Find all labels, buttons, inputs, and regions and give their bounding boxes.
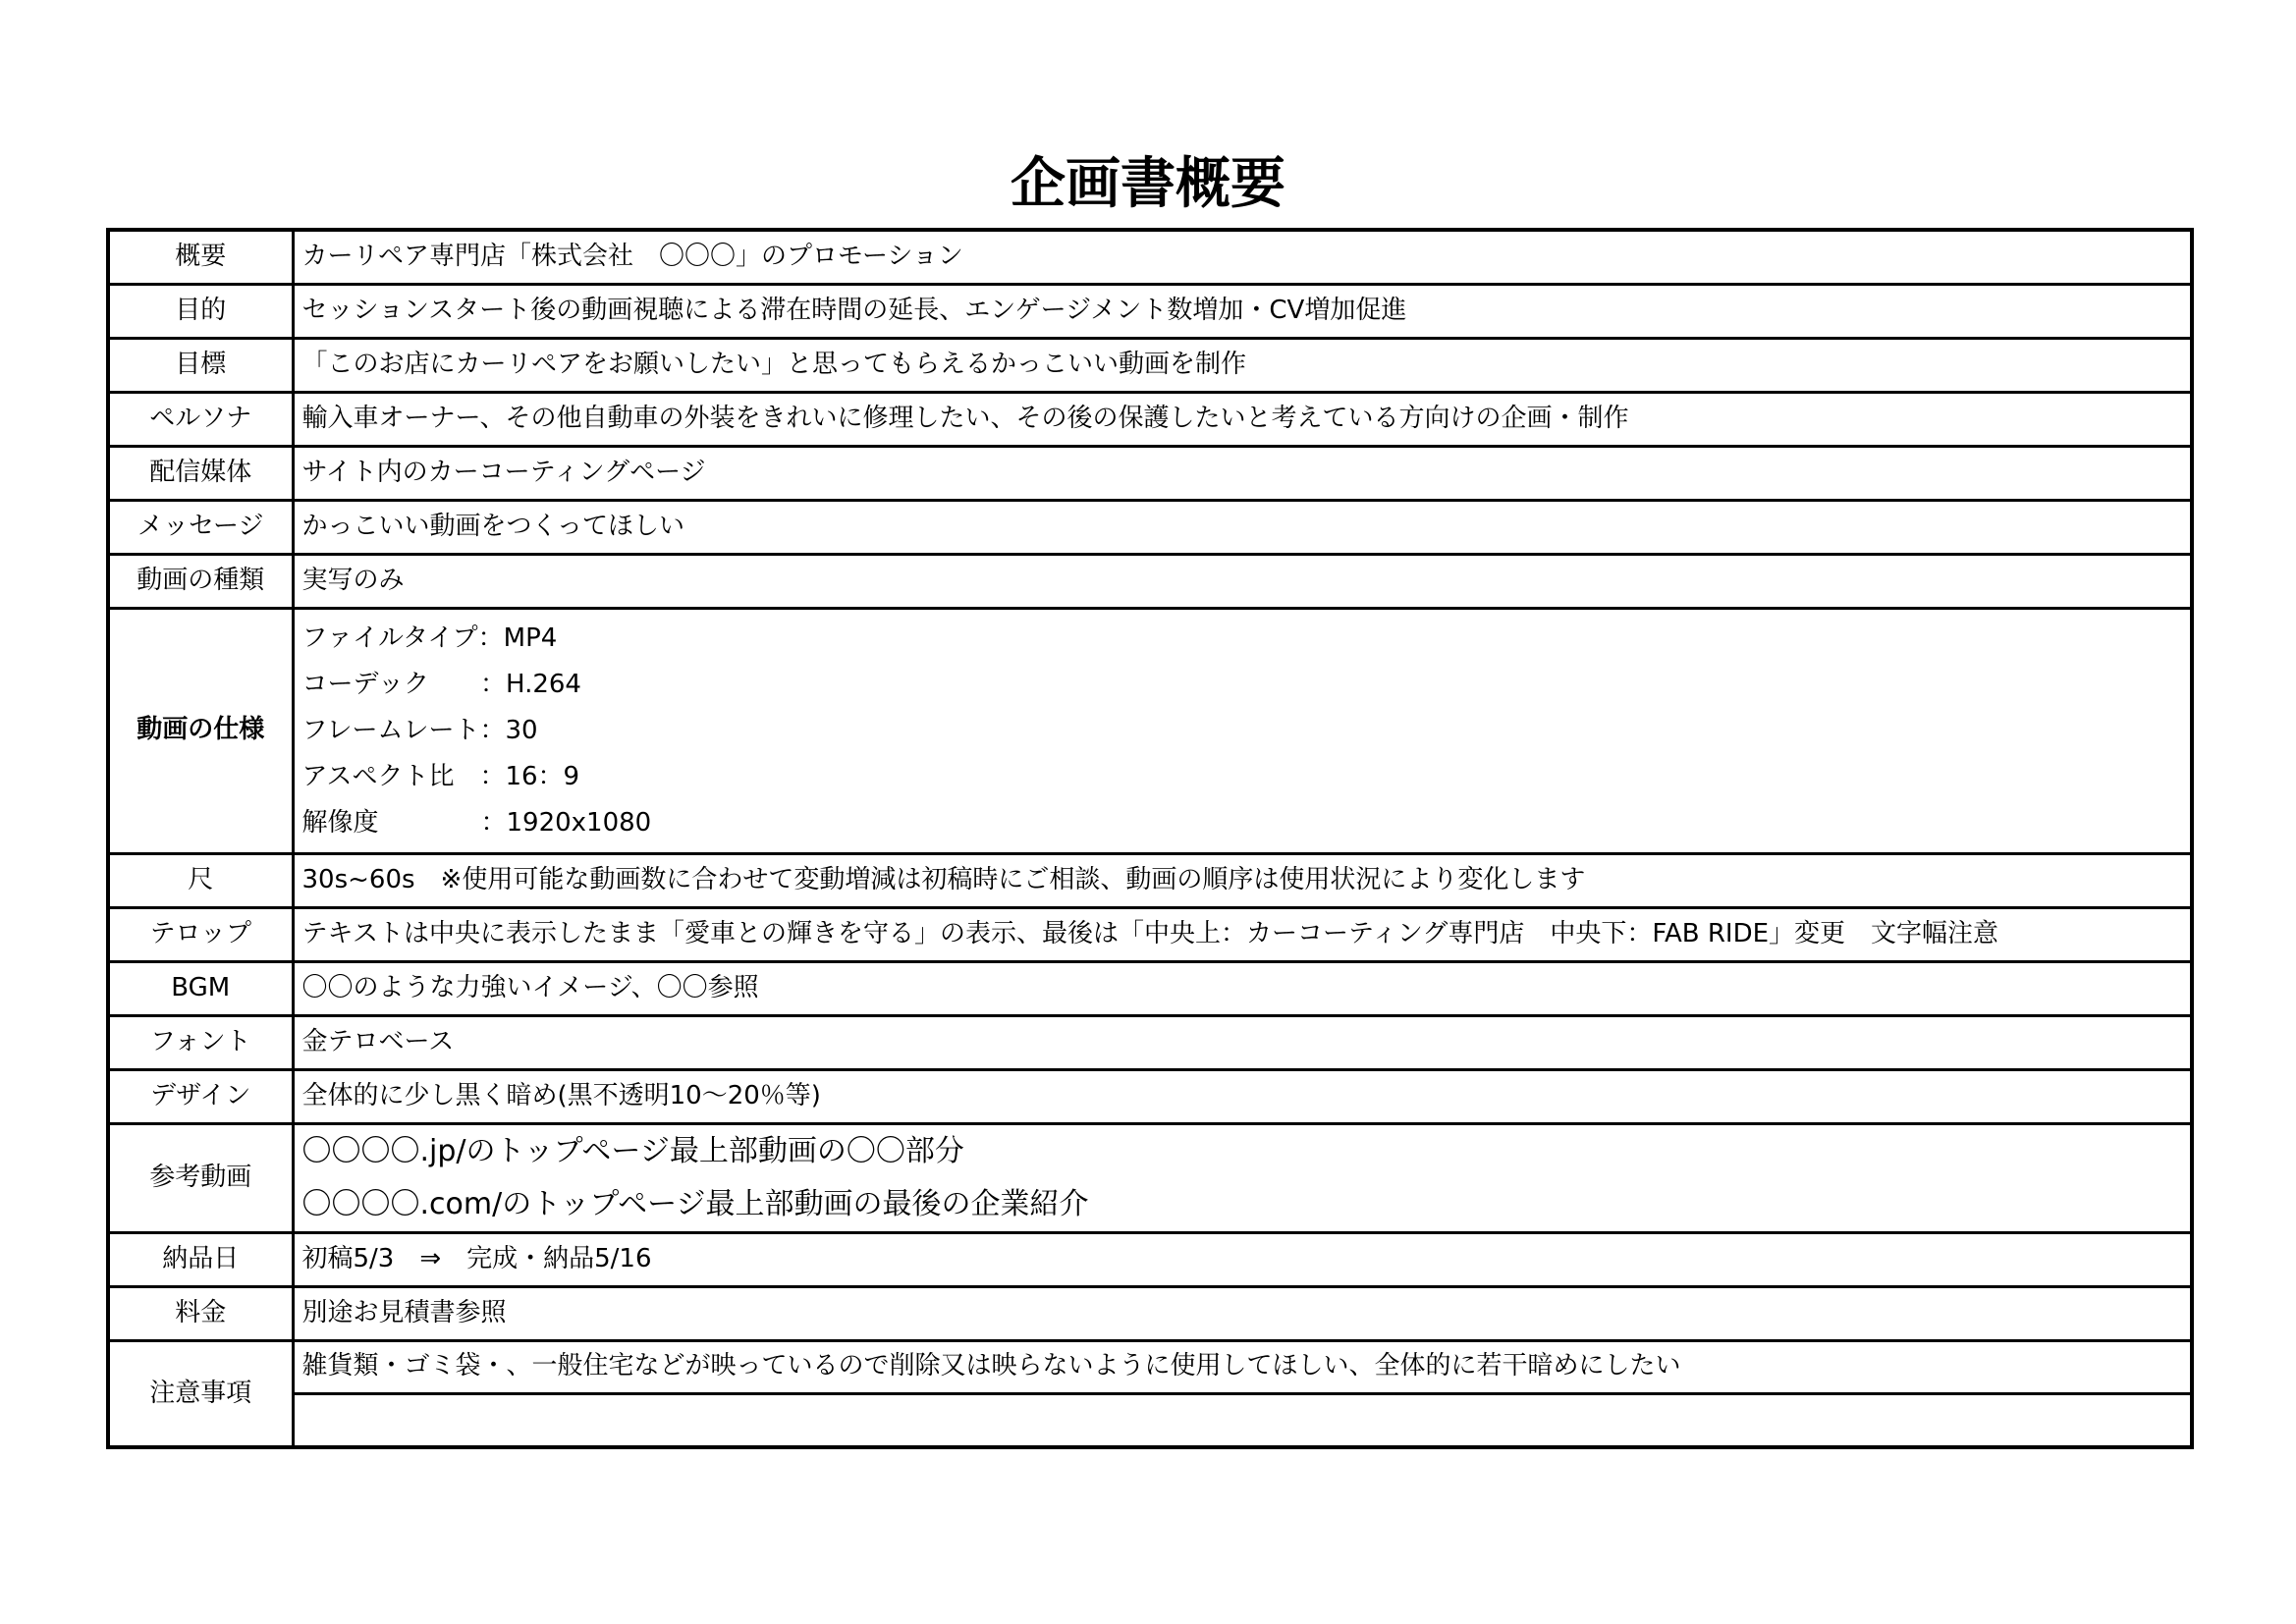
row-value: 雑貨類・ゴミ袋・、一般住宅などが映っているので削除又は映らないように使用してほしい、全体的に若干暗めにしたい bbox=[293, 1340, 2192, 1393]
row-value: かっこいい動画をつくってほしい bbox=[293, 500, 2192, 554]
row-label: メッセージ bbox=[108, 500, 293, 554]
row-message bbox=[108, 500, 2192, 554]
spec-aspect-ratio: アスペクト比 ：16：9 bbox=[301, 761, 580, 791]
row-value: 〇〇のような力強いイメージ、〇〇参照 bbox=[293, 961, 2192, 1015]
row-telop bbox=[108, 907, 2192, 961]
row-fee bbox=[108, 1286, 2192, 1340]
row-value: 全体的に少し黒く暗め(黒不透明10～20％等) bbox=[293, 1069, 2192, 1123]
row-value: 輸入車オーナー、その他自動車の外装をきれいに修理したい、その後の保護したいと考えている方向けの企画・制作 bbox=[293, 392, 2192, 446]
row-goal bbox=[108, 338, 2192, 392]
row-label: 目的 bbox=[108, 284, 293, 338]
row-label: 料金 bbox=[108, 1286, 293, 1340]
row-label: 参考動画 bbox=[108, 1123, 293, 1232]
row-persona bbox=[108, 392, 2192, 446]
spec-codec: コーデック ：H.264 bbox=[301, 669, 581, 699]
plan-summary-table bbox=[106, 228, 2194, 1449]
row-label: 目標 bbox=[108, 338, 293, 392]
row-label: 動画の種類 bbox=[108, 554, 293, 608]
row-value: セッションスタート後の動画視聴による滞在時間の延長、エンゲージメント数増加・CV増加促進 bbox=[293, 284, 2192, 338]
row-label: デザイン bbox=[108, 1069, 293, 1123]
spec-file-type: ファイルタイプ：MP4 bbox=[301, 623, 558, 653]
row-value-empty bbox=[293, 1393, 2192, 1447]
row-length bbox=[108, 853, 2192, 907]
reference-item: 〇〇〇〇.com/のトップページ最上部動画の最後の企業紹介 bbox=[301, 1186, 1089, 1221]
row-label: フォント bbox=[108, 1015, 293, 1069]
row-value: 初稿5/3 ⇒ 完成・納品5/16 bbox=[293, 1232, 2192, 1286]
row-overview bbox=[108, 230, 2192, 284]
row-reference-video bbox=[108, 1123, 2192, 1232]
row-value: 30s~60s ※使用可能な動画数に合わせて変動増減は初稿時にご相談、動画の順序は使用状況により変化します bbox=[293, 853, 2192, 907]
row-value: テキストは中央に表示したまま「愛車との輝きを守る」の表示、最後は「中央上：カーコーティング専門店 中央下：FAB RIDE」変更 文字幅注意 bbox=[293, 907, 2192, 961]
row-label: 概要 bbox=[108, 230, 293, 284]
row-label: 尺 bbox=[108, 853, 293, 907]
row-design bbox=[108, 1069, 2192, 1123]
row-video-type bbox=[108, 554, 2192, 608]
row-delivery-date bbox=[108, 1232, 2192, 1286]
spec-frame-rate: フレームレート：30 bbox=[301, 715, 538, 745]
row-value: 実写のみ bbox=[293, 554, 2192, 608]
row-label: 配信媒体 bbox=[108, 446, 293, 500]
row-notes bbox=[108, 1340, 2192, 1393]
row-label: 納品日 bbox=[108, 1232, 293, 1286]
row-label: 動画の仕様 bbox=[108, 608, 293, 853]
row-value: 「このお店にカーリペアをお願いしたい」と思ってもらえるかっこいい動画を制作 bbox=[293, 338, 2192, 392]
row-label: 注意事項 bbox=[108, 1340, 293, 1447]
row-label: テロップ bbox=[108, 907, 293, 961]
spec-list bbox=[293, 608, 2192, 853]
row-purpose bbox=[108, 284, 2192, 338]
row-value: サイト内のカーコーティングページ bbox=[293, 446, 2192, 500]
document-title: 企画書概要 bbox=[1011, 152, 1285, 216]
spec-resolution: 解像度 ：1920x1080 bbox=[301, 807, 652, 838]
reference-item: 〇〇〇〇.jp/のトップページ最上部動画の〇〇部分 bbox=[301, 1133, 964, 1168]
row-media bbox=[108, 446, 2192, 500]
row-font bbox=[108, 1015, 2192, 1069]
reference-list bbox=[293, 1123, 2192, 1232]
row-bgm bbox=[108, 961, 2192, 1015]
row-value: 金テロベース bbox=[293, 1015, 2192, 1069]
row-value: 別途お見積書参照 bbox=[293, 1286, 2192, 1340]
row-label: ペルソナ bbox=[108, 392, 293, 446]
row-label: BGM bbox=[108, 961, 293, 1015]
row-notes-extra bbox=[108, 1393, 2192, 1447]
row-video-spec bbox=[108, 608, 2192, 853]
row-value: カーリペア専門店「株式会社 〇〇〇」のプロモーション bbox=[293, 230, 2192, 284]
